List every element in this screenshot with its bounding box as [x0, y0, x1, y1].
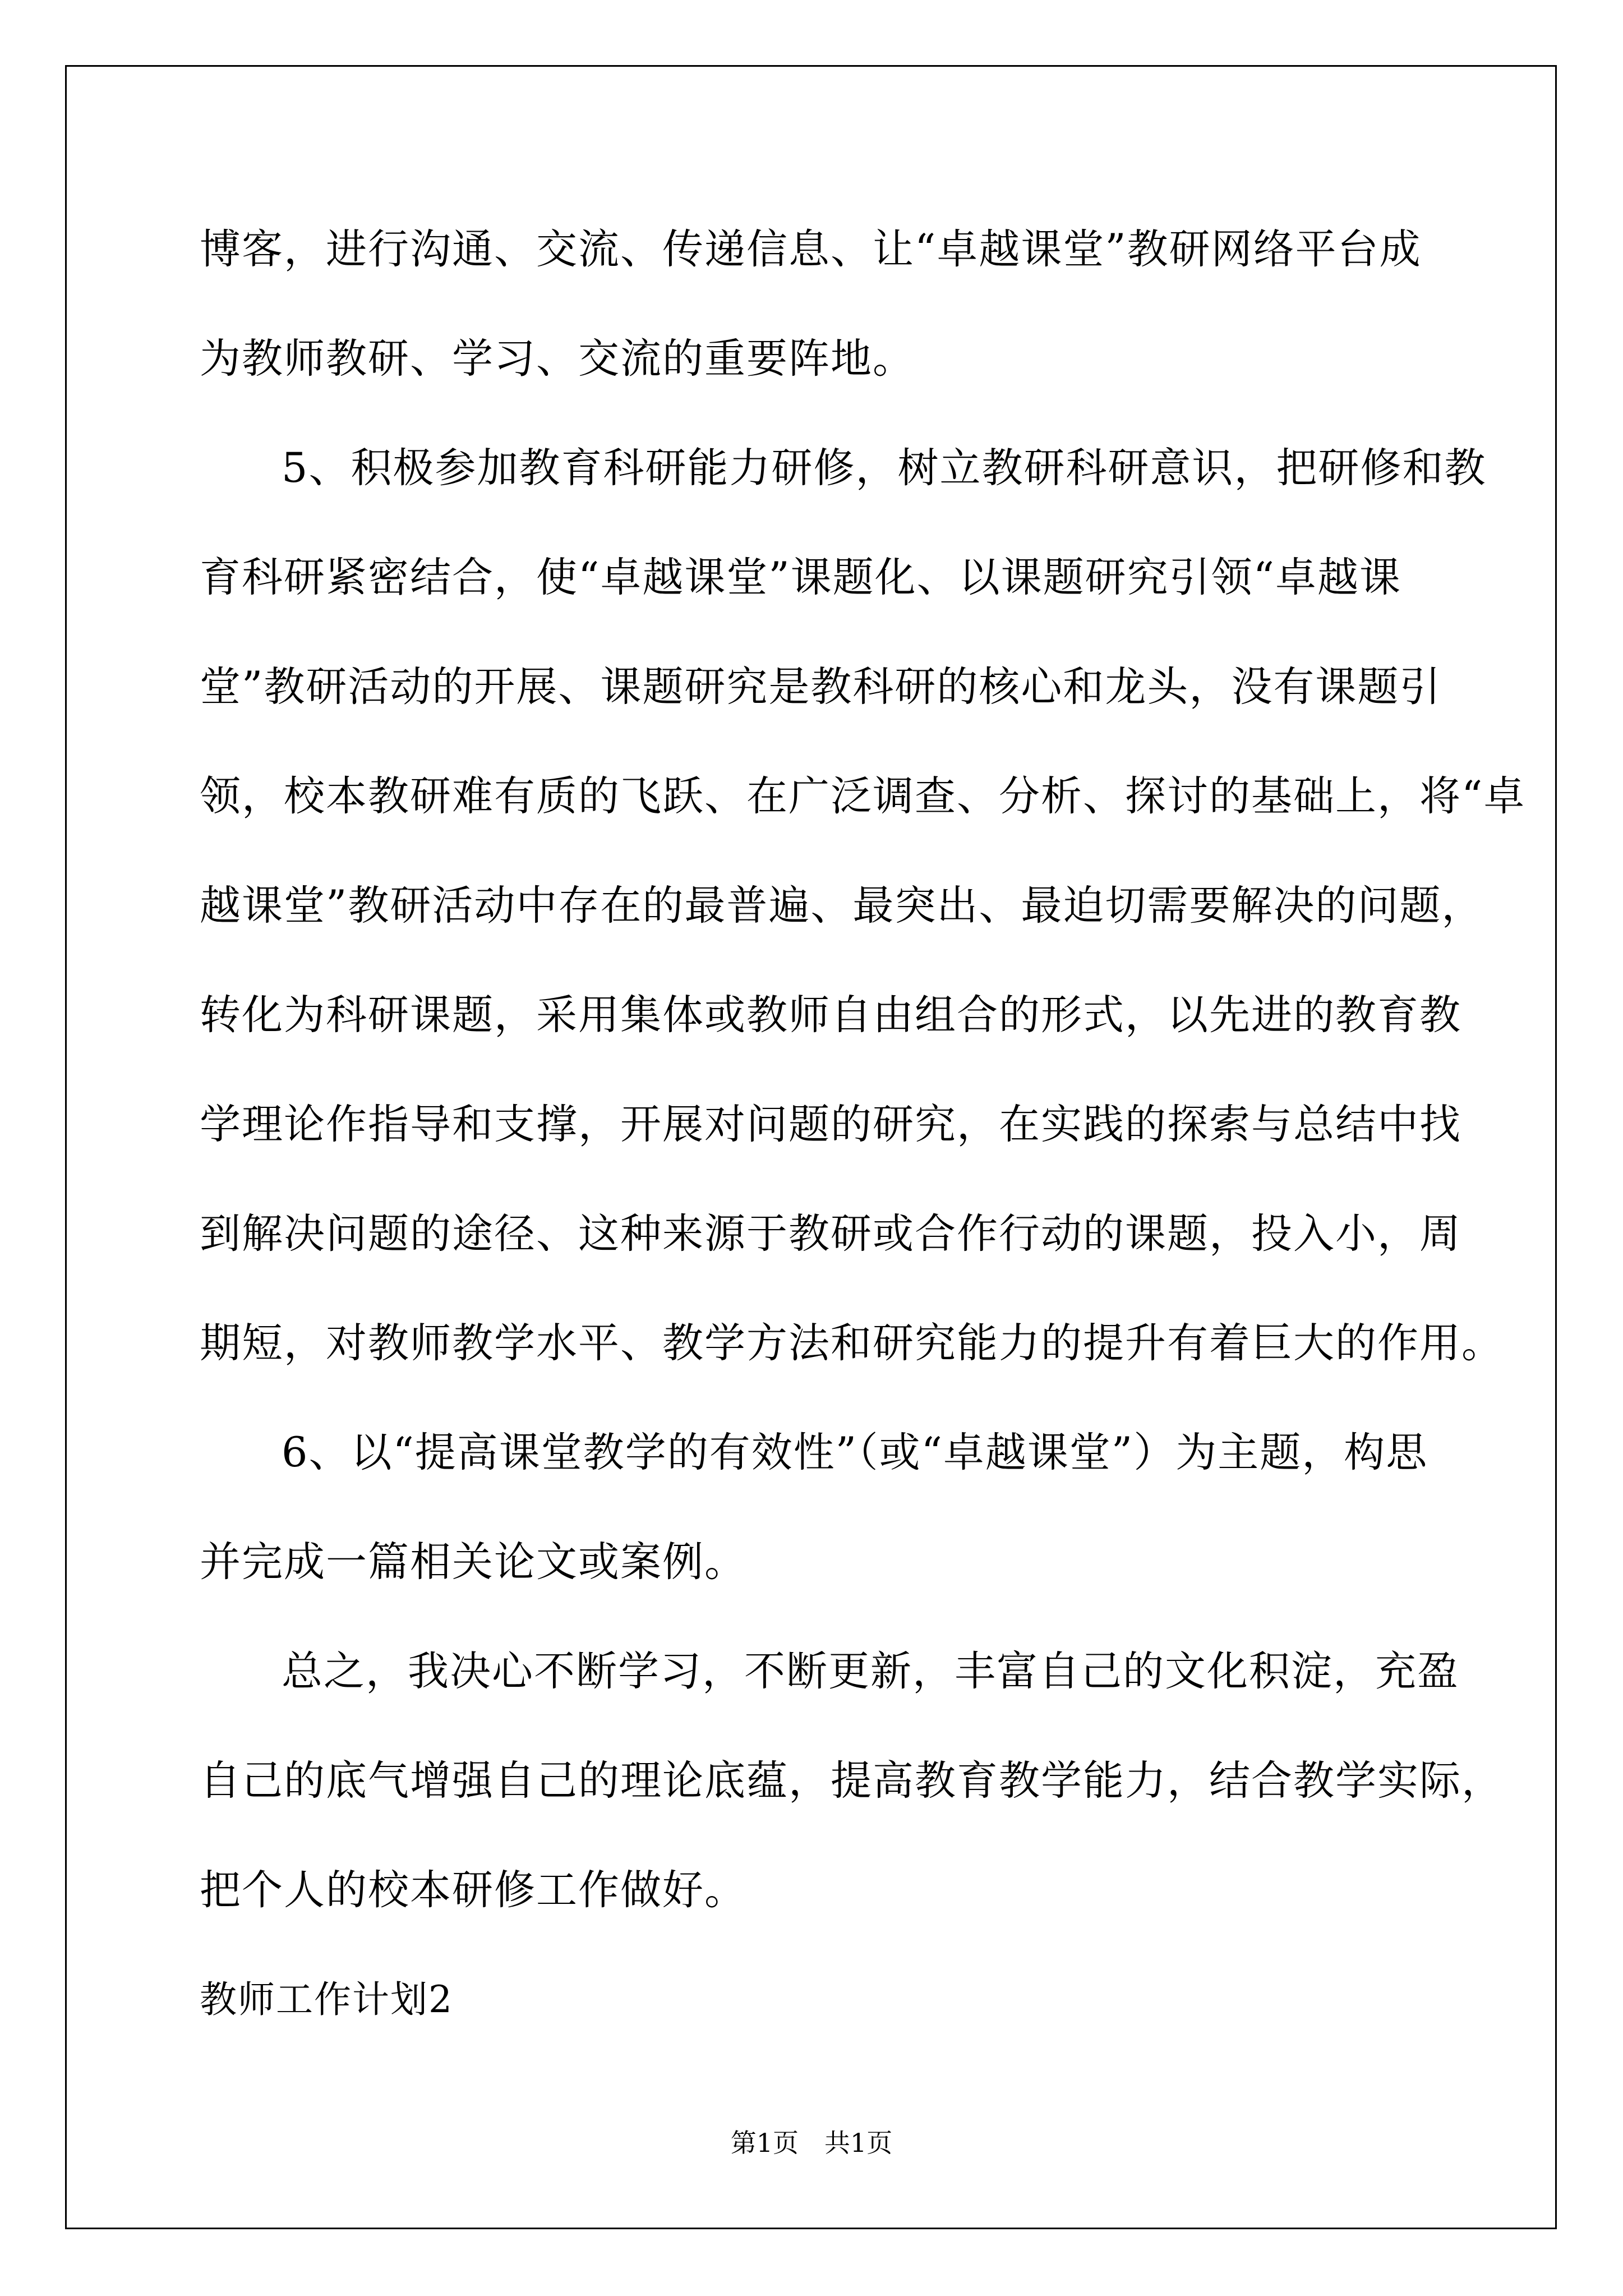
page-number-footer: 第1页 共1页: [730, 2128, 893, 2158]
text-line: 并完成一篇相关论文或案例。: [200, 1538, 746, 1586]
text-line: 把个人的校本研修工作做好。: [200, 1866, 746, 1914]
section-heading: 教师工作计划2: [200, 1978, 453, 2021]
paragraph-start-line: 5、积极参加教育科研能力研修，树立教研科研意识，把研修和教: [282, 444, 1487, 492]
text-line: 期短，对教师教学水平、教学方法和研究能力的提升有着巨大的作用。: [200, 1319, 1504, 1367]
paragraph-start-line: 6、以“提高课堂教学的有效性”（或“卓越课堂”）为主题，构思: [282, 1429, 1428, 1476]
text-line: 领，校本教研难有质的飞跃、在广泛调查、分析、探讨的基础上，将“卓: [200, 772, 1526, 820]
text-line: 为教师教研、学习、交流的重要阵地。: [200, 335, 915, 383]
text-line: 博客，进行沟通、交流、传递信息、让“卓越课堂”教研网络平台成: [200, 226, 1422, 273]
text-line: 学理论作指导和支撑，开展对问题的研究，在实践的探索与总结中找: [200, 1101, 1461, 1148]
text-line: 堂”教研活动的开展、课题研究是教科研的核心和龙头，没有课题引: [200, 663, 1442, 711]
document-body: [200, 213, 1526, 2073]
paragraph-start-line: 总之，我决心不断学习，不断更新，丰富自己的文化积淀，充盈: [282, 1648, 1459, 1695]
text-line: 育科研紧密结合，使“卓越课堂”课题化、以课题研究引领“卓越课: [200, 554, 1401, 601]
text-line: 转化为科研课题，采用集体或教师自由组合的形式，以先进的教育教: [200, 991, 1461, 1039]
text-line: 自己的底气增强自己的理论底蕴，提高教育教学能力，结合教学实际，: [200, 1757, 1504, 1805]
text-line: 越课堂”教研活动中存在的最普遍、最突出、最迫切需要解决的问题，: [200, 882, 1484, 930]
text-line: 到解决问题的途径、这种来源于教研或合作行动的课题，投入小，周: [200, 1210, 1461, 1258]
